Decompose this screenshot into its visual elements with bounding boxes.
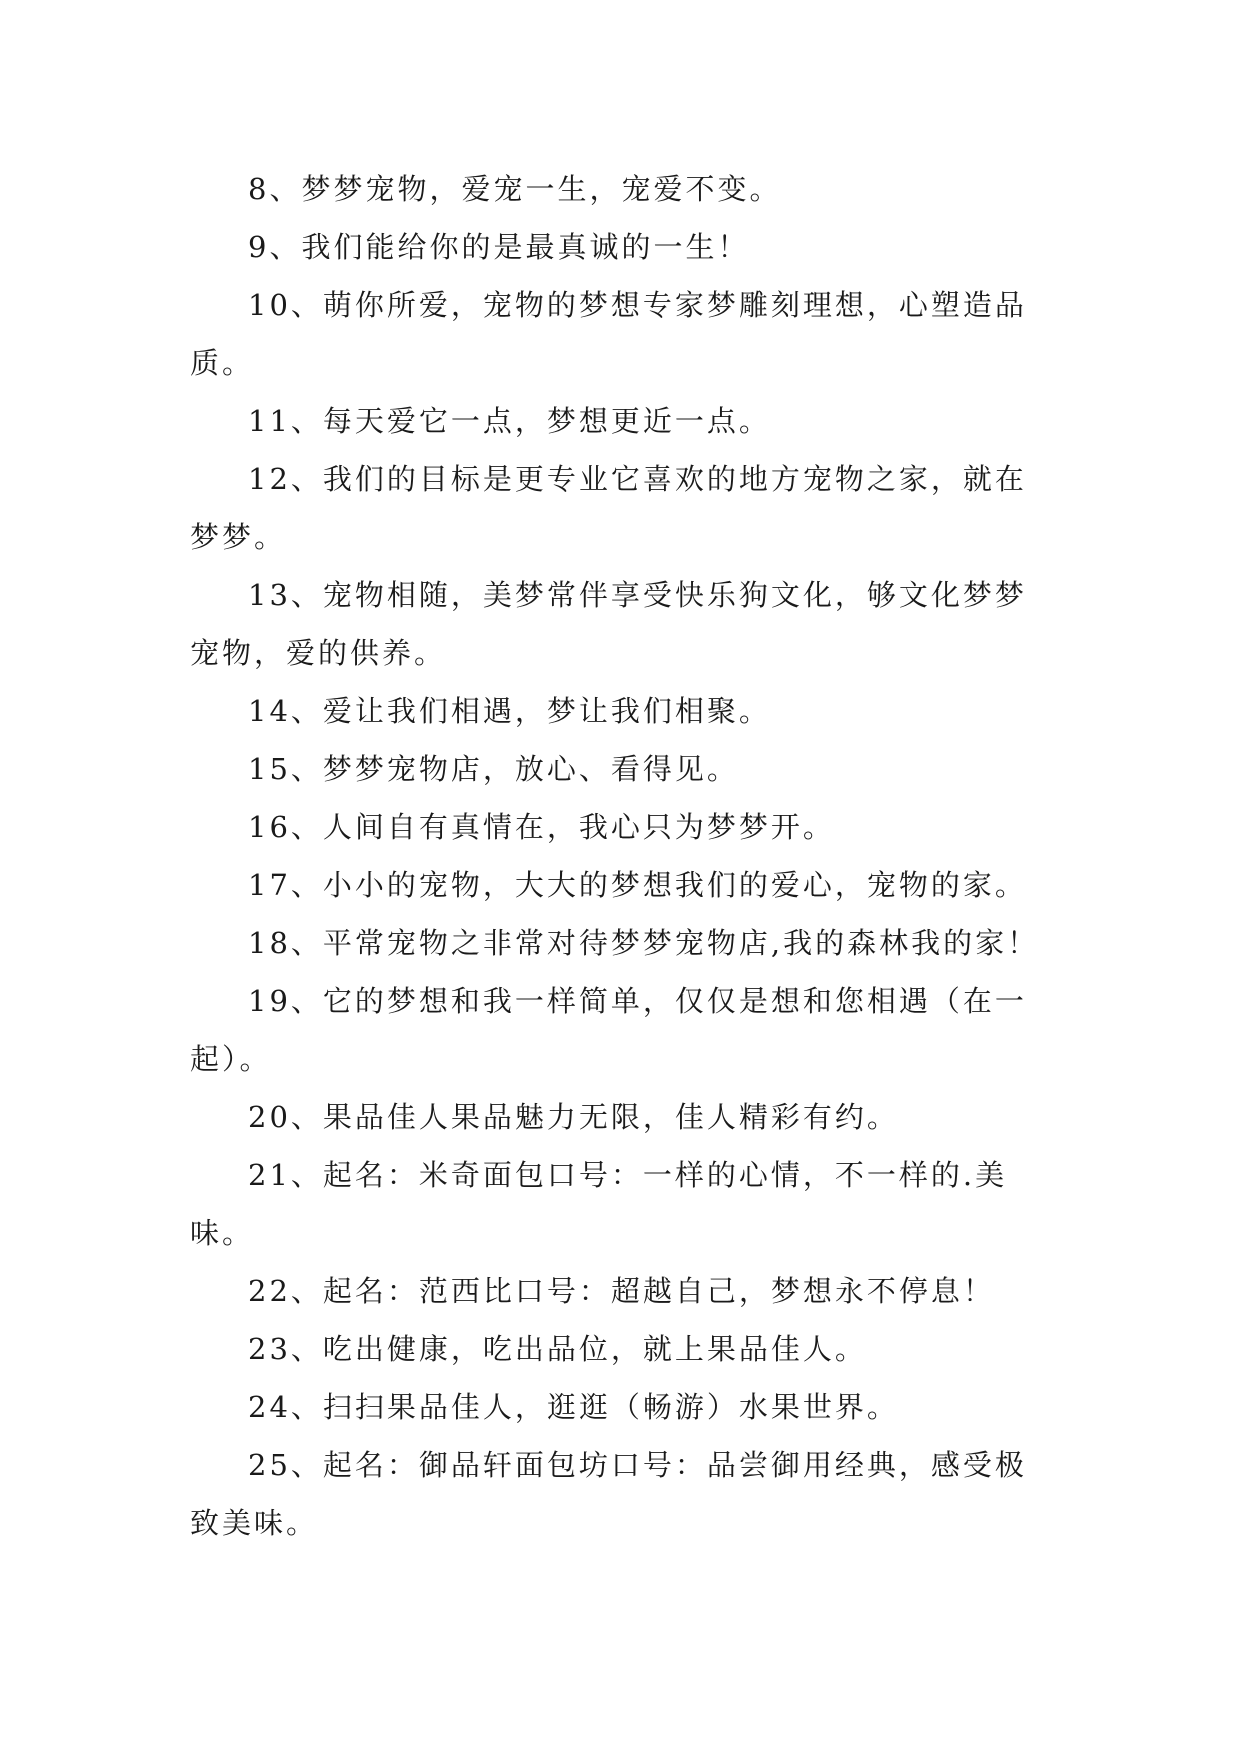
paragraph-9: 9、我们能给你的是最真诚的一生！ bbox=[248, 230, 750, 264]
paragraph-18: 18、平常宠物之非常对待梦梦宠物店,我的森林我的家！ bbox=[248, 926, 1040, 960]
paragraph-23: 23、吃出健康，吃出品位，就上果品佳人。 bbox=[248, 1332, 867, 1366]
document-body bbox=[190, 160, 1050, 1552]
paragraph-21: 21、起名：米奇面包口号：一样的心情，不一样的.美味。 bbox=[190, 1158, 1008, 1250]
paragraph-16: 16、人间自有真情在，我心只为梦梦开。 bbox=[248, 810, 835, 844]
paragraph-17: 17、小小的宠物，大大的梦想我们的爱心，宠物的家。 bbox=[248, 868, 1027, 902]
paragraph-8: 8、梦梦宠物，爱宠一生，宠爱不变。 bbox=[248, 172, 782, 206]
paragraph-19: 19、它的梦想和我一样简单，仅仅是想和您相遇（在一起）。 bbox=[190, 984, 1027, 1076]
paragraph-25: 25、起名：御品轩面包坊口号：品尝御用经典，感受极致美味。 bbox=[190, 1448, 1027, 1540]
paragraph-13: 13、宠物相随，美梦常伴享受快乐狗文化，够文化梦梦宠物，爱的供养。 bbox=[190, 578, 1027, 670]
paragraph-12: 12、我们的目标是更专业它喜欢的地方宠物之家，就在梦梦。 bbox=[190, 462, 1027, 554]
paragraph-15: 15、梦梦宠物店，放心、看得见。 bbox=[248, 752, 739, 786]
paragraph-11: 11、每天爱它一点，梦想更近一点。 bbox=[248, 404, 771, 438]
paragraph-10: 10、萌你所爱，宠物的梦想专家梦雕刻理想，心塑造品质。 bbox=[190, 288, 1027, 380]
paragraph-14: 14、爱让我们相遇，梦让我们相聚。 bbox=[248, 694, 771, 728]
paragraph-24: 24、扫扫果品佳人，逛逛（畅游）水果世界。 bbox=[248, 1390, 899, 1424]
paragraph-20: 20、果品佳人果品魅力无限，佳人精彩有约。 bbox=[248, 1100, 899, 1134]
paragraph-22: 22、起名：范西比口号：超越自己，梦想永不停息！ bbox=[248, 1274, 995, 1308]
